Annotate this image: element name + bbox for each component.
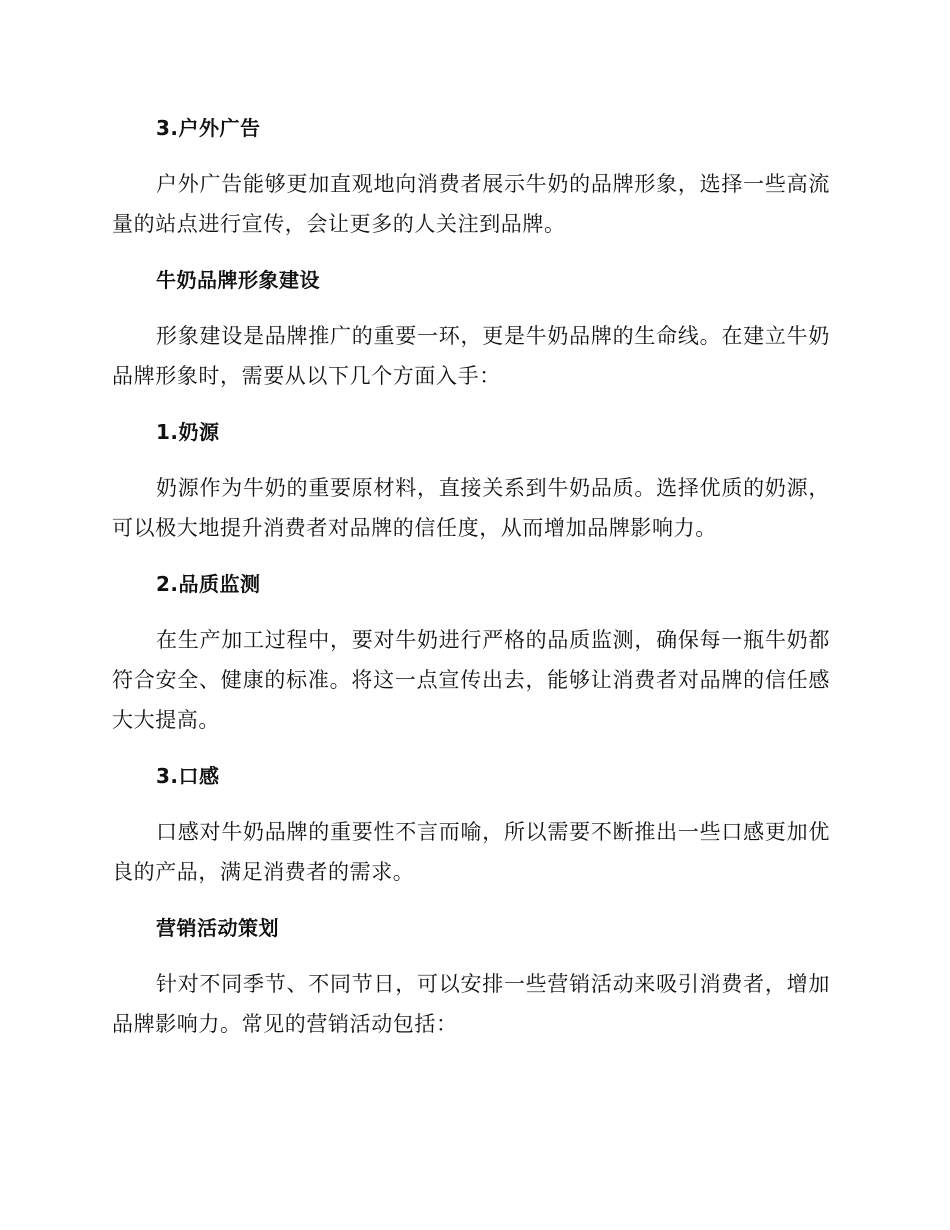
section-heading-brand-image: 牛奶品牌形象建设 xyxy=(156,268,320,292)
section-heading-taste: 3.口感 xyxy=(156,764,220,788)
paragraph-taste: 口感对牛奶品牌的重要性不言而喻，所以需要不断推出一些口感更加优良的产品，满足消费者的需求。 xyxy=(112,820,830,884)
section-heading-quality-monitoring: 2.品质监测 xyxy=(156,572,261,596)
paragraph-milk-source: 奶源作为牛奶的重要原材料，直接关系到牛奶品质。选择优质的奶源，可以极大地提升消费者对品牌的信任度，从而增加品牌影响力。 xyxy=(112,476,830,540)
section-heading-marketing-events: 营销活动策划 xyxy=(156,916,279,940)
document-page xyxy=(112,108,830,1060)
paragraph-outdoor-ads: 户外广告能够更加直观地向消费者展示牛奶的品牌形象，选择一些高流量的站点进行宣传，会让更多的人关注到品牌。 xyxy=(112,172,830,236)
paragraph-quality-monitoring: 在生产加工过程中，要对牛奶进行严格的品质监测，确保每一瓶牛奶都符合安全、健康的标准。将这一点宣传出去，能够让消费者对品牌的信任感大大提高。 xyxy=(112,628,830,732)
section-heading-outdoor-ads: 3.户外广告 xyxy=(156,116,261,140)
section-heading-milk-source: 1.奶源 xyxy=(156,420,220,444)
paragraph-marketing-events: 针对不同季节、不同节日，可以安排一些营销活动来吸引消费者，增加品牌影响力。常见的营销活动包括： xyxy=(112,972,830,1036)
paragraph-brand-image: 形象建设是品牌推广的重要一环，更是牛奶品牌的生命线。在建立牛奶品牌形象时，需要从以下几个方面入手： xyxy=(112,324,830,388)
